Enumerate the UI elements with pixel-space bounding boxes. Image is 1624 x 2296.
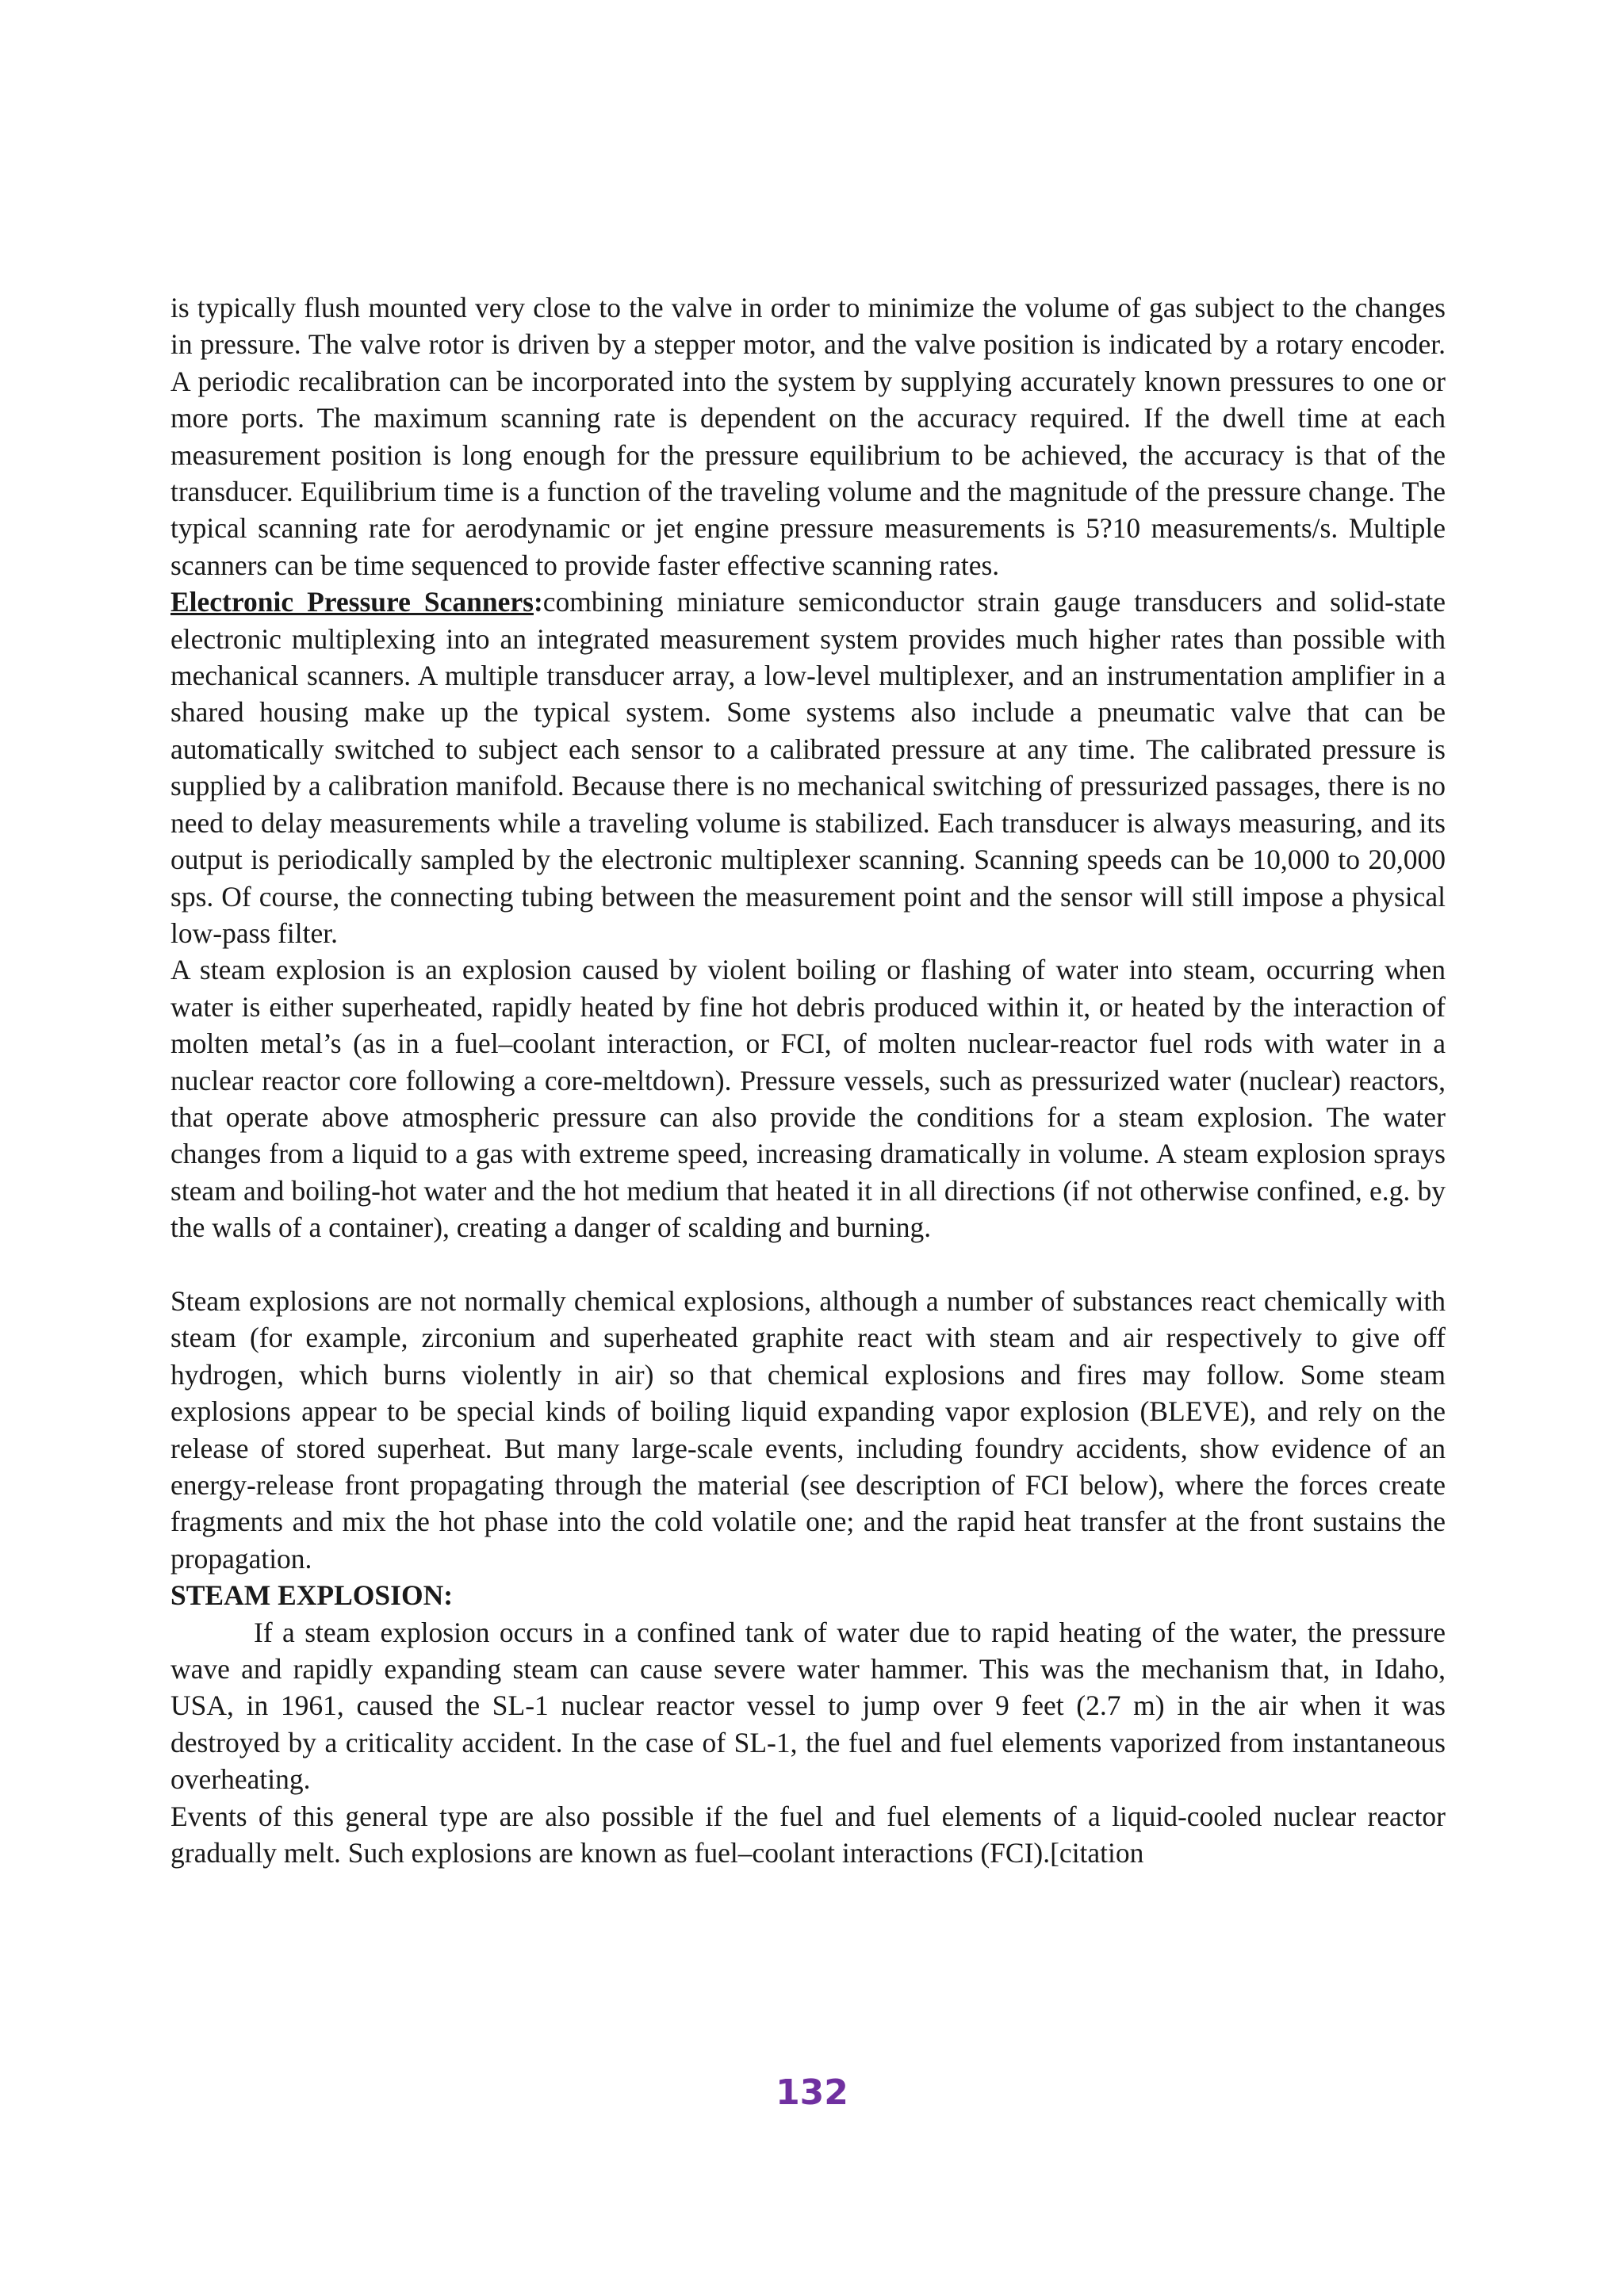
paragraph-pressure-scanner-continued: is typically flush mounted very close to the valve in order to minimize the volume of gas subject to the changes in pressure. The valve rotor is driven by a stepper motor, and the valve position is indicated by a rotary encoder. A periodic recalibration can be incorporated into the system by supplying accurately known pressures to one or more ports. The maximum scanning rate is dependent on the accuracy required. If the dwell time at each measurement position is long enough for the pressure equilibrium to be achieved, the accuracy is that of the transducer. Equilibrium time is a function of the traveling volume and the magnitude of the pressure change. The typical scanning rate for aerodynamic or jet engine pressure measurements is 5?10 measurements/s. Multiple scanners can be time sequenced to provide faster effective scanning rates. [170, 292, 1446, 581]
paragraph-steam-explosion-chemistry: Steam explosions are not normally chemical explosions, although a number of substances react chemically with steam (for example, zirconium and superheated graphite react with steam and air respectively to give off hydrogen, which burns violently in air) so that chemical explosions and fires may follow. Some steam explosions appear to be special kinds of boiling liquid expanding vapor explosion (BLEVE), and rely on the release of stored superheat. But many large-scale events, including foundry accidents, show evidence of an energy-release front propagating through the material (see description of FCI below), where the forces create fragments and mix the hot phase into the cold volatile one; and the rapid heat transfer at the front sustains the propagation. [170, 1284, 1446, 1575]
section-heading-steam-explosion: STEAM EXPLOSION: [170, 1579, 454, 1612]
paragraph-fuel-coolant-interactions: Events of this general type are also possible if the fuel and fuel elements of a liquid-cooled nuclear reactor gradually melt. Such explosions are known as fuel–coolant interactions (FCI).[citation [170, 1800, 1446, 1869]
electronic-pressure-scanners-text: combining miniature semiconductor strain gauge transducers and solid-state electronic multiplexing into an integrated measurement system provides much higher rates than possible with mechanical scanners. A multiple transducer array, a low-level multiplexer, and an instrumentation amplifier in a shared housing make up the typical system. Some systems also include a pneumatic valve that can be automatically switched to subject each sensor to a calibrated pressure at any time. The calibrated pressure is supplied by a calibration manifold. Because there is no mechanical switching of pressurized passages, there is no need to delay measurements while a traveling volume is stabilized. Each transducer is always measuring, and its output is periodically sampled by the electronic multiplexer scanning. Scanning speeds can be 10,000 to 20,000 sps. Of course, the connecting tubing between the measurement point and the sensor will still impose a physical low-pass filter. [170, 586, 1446, 949]
paragraph-steam-explosion-definition: A steam explosion is an explosion caused by violent boiling or flashing of water into steam, occurring when water is either superheated, rapidly heated by fine hot debris produced within it, or heated by the interaction of molten metal’s (as in a fuel–coolant interaction, or FCI, of molten nuclear-reactor fuel rods with water in a nuclear reactor core following a core-meltdown). Pressure vessels, such as pressurized water (nuclear) reactors, that operate above atmospheric pressure can also provide the conditions for a steam explosion. The water changes from a liquid to a gas with extreme speed, increasing dramatically in volume. A steam explosion sprays steam and boiling-hot water and the hot medium that heated it in all directions (if not otherwise confined, e.g. by the walls of a container), creating a danger of scalding and burning. [170, 954, 1446, 1244]
paragraph-electronic-pressure-scanners [170, 584, 1446, 951]
electronic-pressure-scanners-heading: Electronic Pressure Scanners [170, 586, 534, 618]
page-number: 132 [776, 2072, 848, 2113]
document-body [170, 289, 1446, 1871]
heading-colon: : [533, 586, 543, 618]
paragraph-spacer [170, 1246, 1446, 1283]
paragraph-confined-tank: If a steam explosion occurs in a confined tank of water due to rapid heating of the water, the pressure wave and rapidly expanding steam can cause severe water hammer. This was the mechanism that, in Idaho, USA, in 1961, caused the SL-1 nuclear reactor vessel to jump over 9 feet (2.7 m) in the air when it was destroyed by a criticality accident. In the case of SL-1, the fuel and fuel elements vaporized from instantaneous overheating. [170, 1616, 1446, 1796]
